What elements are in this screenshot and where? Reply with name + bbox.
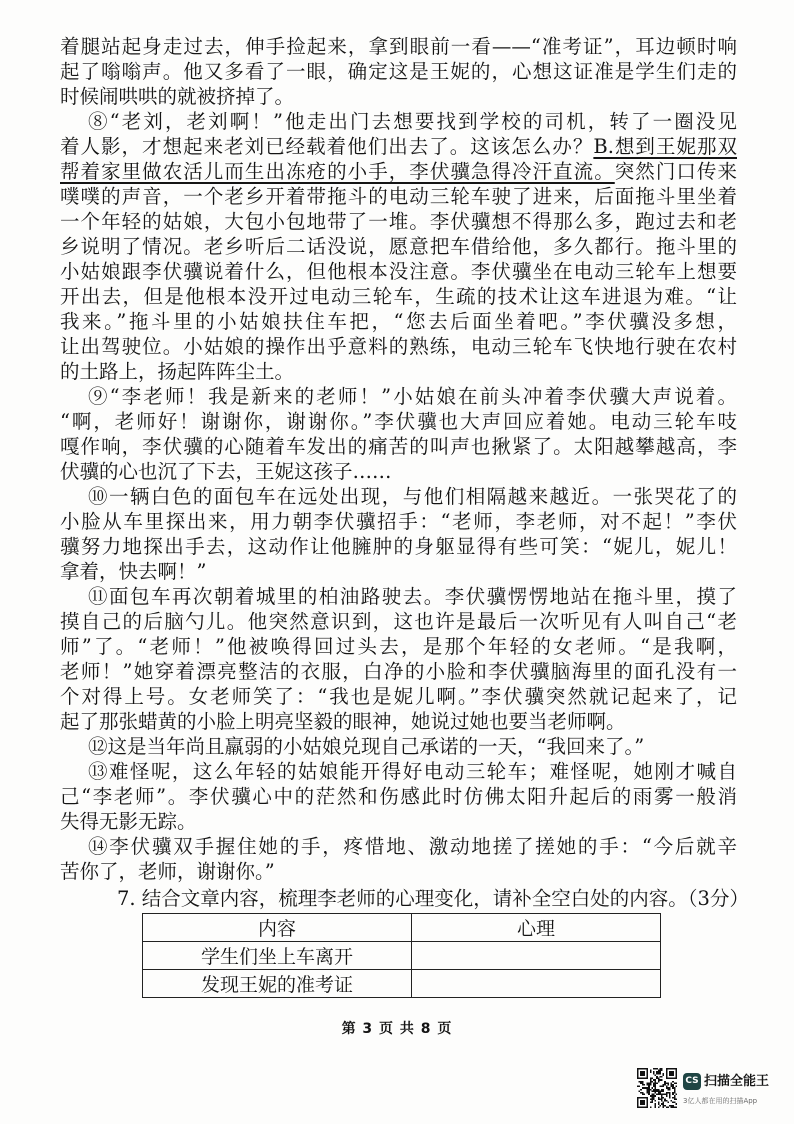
- passage-line: 起了那张蜡黄的小脸上明亮坚毅的眼神，她说过她也要当老师啊。: [60, 710, 626, 733]
- qr-module: [658, 1097, 660, 1099]
- paragraph-8-start: ⑧“老刘，老刘啊！”他走出门去想要找到学校的司机，转了一圈没见: [88, 110, 737, 133]
- qr-module: [655, 1095, 657, 1097]
- qr-module: [672, 1084, 674, 1086]
- qr-module: [663, 1105, 665, 1107]
- qr-module: [656, 1071, 658, 1073]
- underlined-sentence-b: B.想到王妮那双: [593, 135, 737, 158]
- qr-module: [672, 1102, 674, 1104]
- passage-line: 噗噗的声音，一个老乡开着带拖斗的电动三轮车驶了进来，后面拖斗里坐着: [60, 185, 737, 208]
- qr-module: [658, 1106, 660, 1108]
- qr-module: [661, 1079, 663, 1081]
- passage-line: 伏骥的心也沉了下去，王妮这孩子……: [60, 460, 392, 483]
- qr-module: [648, 1092, 650, 1094]
- qr-module: [648, 1090, 650, 1092]
- passage-line: 一个年轻的姑娘，大包小包地带了一堆。李伏骥想不得那么多，跑过去和老: [60, 210, 737, 233]
- qr-module: [671, 1084, 673, 1086]
- qr-module: [663, 1090, 665, 1092]
- qr-module: [653, 1079, 655, 1081]
- qr-module: [658, 1073, 660, 1075]
- qr-module: [664, 1084, 666, 1086]
- qr-module: [650, 1079, 652, 1081]
- qr-module: [663, 1097, 665, 1099]
- scanner-app-name: 扫描全能王: [704, 1074, 770, 1089]
- blank-answer-cell: [412, 970, 661, 998]
- underlined-sentence-b: 帮着家里做农活儿而生出冻疮的小手，李伏骥急得冷汗直流。: [60, 160, 615, 183]
- qr-module: [643, 1087, 645, 1089]
- qr-module: [669, 1087, 671, 1089]
- qr-module: [642, 1094, 644, 1096]
- camscanner-logo-icon: CS: [683, 1073, 701, 1090]
- qr-module: [650, 1084, 652, 1086]
- paragraph-12: ⑫这是当年尚且羸弱的小姑娘兑现自己承诺的一天，“我回来了。”: [88, 735, 645, 758]
- qr-module: [669, 1092, 671, 1094]
- passage-line: 小姑娘跟李伏骥说着什么，但他根本没注意。李伏骥坐在电动三轮车上想要: [60, 260, 737, 283]
- qr-module: [639, 1081, 641, 1083]
- qr-module: [650, 1106, 652, 1108]
- qr-module: [642, 1092, 644, 1094]
- qr-module: [663, 1086, 665, 1088]
- qr-module: [655, 1084, 657, 1086]
- passage-line: 摸自己的后脑勺儿。他突然意识到，这也许是最后一次听见有人叫自己“老: [60, 610, 737, 633]
- qr-module: [658, 1090, 660, 1092]
- qr-module: [667, 1089, 669, 1091]
- qr-module: [664, 1081, 666, 1083]
- qr-module: [640, 1081, 642, 1083]
- qr-module: [661, 1098, 663, 1100]
- qr-module: [659, 1079, 661, 1081]
- qr-module: [656, 1082, 658, 1084]
- qr-module: [656, 1078, 658, 1080]
- qr-module: [650, 1102, 652, 1104]
- qr-module: [666, 1082, 668, 1084]
- passage-line: 失得无影无踪。: [60, 810, 197, 833]
- qr-module: [653, 1086, 655, 1088]
- qr-module: [650, 1070, 652, 1072]
- qr-module: [653, 1068, 655, 1070]
- qr-module: [666, 1106, 668, 1108]
- qr-module: [650, 1081, 652, 1083]
- table-row: [143, 942, 661, 970]
- qr-module: [661, 1097, 663, 1099]
- qr-module: [674, 1098, 676, 1100]
- qr-module: [655, 1086, 657, 1088]
- qr-module: [651, 1097, 653, 1099]
- qr-module: [659, 1070, 661, 1072]
- qr-module: [655, 1079, 657, 1081]
- qr-module: [653, 1084, 655, 1086]
- qr-module: [653, 1098, 655, 1100]
- qr-module: [663, 1089, 665, 1091]
- passage-line: 乡说明了情况。老乡听后二话没说，愿意把车借给他，多久都行。拖斗里的: [60, 235, 737, 258]
- qr-code: [637, 1068, 677, 1108]
- qr-module: [651, 1098, 653, 1100]
- qr-module: [664, 1105, 666, 1107]
- qr-module: [647, 1084, 649, 1086]
- qr-module: [655, 1074, 657, 1076]
- qr-module: [672, 1087, 674, 1089]
- qr-module: [666, 1095, 668, 1097]
- header-content: 内容: [143, 914, 412, 942]
- qr-module: [664, 1098, 666, 1100]
- paragraph-13-start: ⑬难怪呢，这么年轻的姑娘能开得好电动三轮车；难怪呢，她刚才喊自: [88, 760, 737, 783]
- qr-module: [669, 1105, 671, 1107]
- row-content: 发现王妮的准考证: [143, 970, 412, 998]
- qr-module: [672, 1092, 674, 1094]
- qr-module: [675, 1082, 677, 1084]
- qr-module: [647, 1089, 649, 1091]
- qr-module: [655, 1092, 657, 1094]
- passage-line: 让出驾驶位。小姑娘的操作出乎意料的熟练，电动三轮车飞快地行驶在农村: [60, 335, 737, 358]
- qr-module: [658, 1089, 660, 1091]
- answer-table: [142, 913, 661, 998]
- qr-module: [674, 1106, 676, 1108]
- qr-module: [651, 1095, 653, 1097]
- qr-module: [637, 1086, 639, 1088]
- qr-module: [675, 1086, 677, 1088]
- passage-line: 己“李老师”。李伏骥心中的茫然和伤感此时仿佛太阳升起后的雨雾一般消: [60, 785, 737, 808]
- passage-line: 时候闹哄哄的就被挤掉了。: [60, 85, 295, 108]
- passage-line: “啊，老师好！谢谢你，谢谢你。”李伏骥也大声回应着她。电动三轮车吱: [60, 410, 737, 433]
- paragraph-9-start: ⑨“李老师！我是新来的老师！”小姑娘在前头冲着李伏骥大声说着。: [88, 385, 737, 408]
- qr-module: [651, 1078, 653, 1080]
- qr-module: [656, 1073, 658, 1075]
- qr-module: [647, 1082, 649, 1084]
- qr-module: [664, 1082, 666, 1084]
- qr-module: [658, 1071, 660, 1073]
- qr-module: [655, 1105, 657, 1107]
- passage-line: [60, 159, 737, 184]
- passage-line: 开出去，但是他根本没开过电动三轮车，生疏的技术让这车进退为难。“让: [60, 285, 737, 308]
- qr-module: [658, 1081, 660, 1083]
- qr-module: [663, 1102, 665, 1104]
- qr-module: [659, 1076, 661, 1078]
- qr-module: [672, 1097, 674, 1099]
- qr-module: [650, 1082, 652, 1084]
- qr-module: [658, 1098, 660, 1100]
- qr-module: [658, 1078, 660, 1080]
- qr-finder-top-right: [666, 1068, 677, 1079]
- qr-module: [653, 1071, 655, 1073]
- qr-module: [659, 1071, 661, 1073]
- qr-module: [648, 1094, 650, 1096]
- qr-module: [664, 1100, 666, 1102]
- qr-module: [667, 1106, 669, 1108]
- qr-module: [658, 1070, 660, 1072]
- qr-module: [661, 1090, 663, 1092]
- qr-module: [671, 1100, 673, 1102]
- passage-line: 苦你了，老师，谢谢你。”: [60, 860, 275, 883]
- qr-module: [651, 1100, 653, 1102]
- qr-module: [650, 1095, 652, 1097]
- qr-module: [653, 1082, 655, 1084]
- qr-module: [667, 1082, 669, 1084]
- qr-module: [647, 1087, 649, 1089]
- qr-module: [671, 1106, 673, 1108]
- qr-module: [656, 1090, 658, 1092]
- passage-line: 老师！”她穿着漂亮整洁的衣服，白净的小脸和李伏骥脑海里的面孔没有一: [60, 660, 737, 683]
- passage-line: 师”了。“老师！”他被唤得回过头去，是那个年轻的女老师。“是我啊，: [60, 635, 737, 658]
- qr-module: [663, 1084, 665, 1086]
- qr-module: [655, 1068, 657, 1070]
- passage-line: 个对得上号。女老师笑了：“我也是妮儿啊。”李伏骥突然就记起来了，记: [60, 685, 737, 708]
- qr-module: [650, 1098, 652, 1100]
- qr-module: [651, 1094, 653, 1096]
- qr-module: [648, 1089, 650, 1091]
- qr-module: [659, 1086, 661, 1088]
- qr-module: [655, 1089, 657, 1091]
- qr-module: [666, 1087, 668, 1089]
- qr-module: [663, 1103, 665, 1105]
- question-7: 7. 结合文章内容，梳理李老师的心理变化，请补全空白处的内容。（3分）: [117, 887, 749, 910]
- passage-line: 小脸从车里探出来，用力朝李伏骥招手：“老师，李老师，对不起！”李伏: [60, 510, 737, 533]
- qr-module: [658, 1102, 660, 1104]
- qr-module: [653, 1089, 655, 1091]
- qr-module: [661, 1095, 663, 1097]
- qr-module: [658, 1079, 660, 1081]
- qr-module: [666, 1092, 668, 1094]
- qr-module: [643, 1094, 645, 1096]
- qr-module: [643, 1084, 645, 1086]
- qr-module: [672, 1094, 674, 1096]
- qr-module: [672, 1105, 674, 1107]
- qr-module: [661, 1100, 663, 1102]
- qr-module: [663, 1106, 665, 1108]
- qr-module: [675, 1103, 677, 1105]
- qr-module: [672, 1106, 674, 1108]
- qr-module: [674, 1082, 676, 1084]
- qr-module: [674, 1092, 676, 1094]
- qr-module: [655, 1082, 657, 1084]
- qr-module: [669, 1089, 671, 1091]
- qr-module: [661, 1089, 663, 1091]
- passage-line: 着腿站起身走过去，伸手捡起来，拿到眼前一看——“准考证”，耳边顿时响: [60, 35, 737, 58]
- qr-finder-bottom-left: [637, 1097, 648, 1108]
- paragraph-11-start: ⑪面包车再次朝着城里的柏油路驶去。李伏骥愣愣地站在拖斗里，摸了: [88, 585, 737, 608]
- qr-module: [666, 1100, 668, 1102]
- qr-module: [647, 1090, 649, 1092]
- qr-module: [661, 1086, 663, 1088]
- qr-module: [645, 1087, 647, 1089]
- qr-module: [642, 1084, 644, 1086]
- passage-line: 拿着，快去啊！”: [60, 560, 207, 583]
- qr-module: [655, 1103, 657, 1105]
- qr-module: [655, 1100, 657, 1102]
- qr-module: [650, 1089, 652, 1091]
- qr-module: [674, 1089, 676, 1091]
- qr-module: [659, 1098, 661, 1100]
- qr-module: [651, 1090, 653, 1092]
- passage-line: 骥努力地探出手去，这动作让他臃肿的身躯显得有些可笑：“妮儿，妮儿！: [60, 535, 737, 558]
- header-feeling: 心理: [412, 914, 661, 942]
- qr-module: [640, 1089, 642, 1091]
- qr-module: [659, 1092, 661, 1094]
- qr-module: [653, 1095, 655, 1097]
- qr-module: [653, 1073, 655, 1075]
- qr-module: [656, 1076, 658, 1078]
- passage-text: 突然门口传来: [614, 160, 737, 183]
- qr-module: [663, 1094, 665, 1096]
- qr-module: [664, 1094, 666, 1096]
- qr-module: [656, 1089, 658, 1091]
- qr-module: [674, 1090, 676, 1092]
- page-number: 第 3 页 共 8 页: [341, 1021, 453, 1037]
- qr-module: [658, 1092, 660, 1094]
- table-row: [143, 970, 661, 998]
- qr-module: [675, 1094, 677, 1096]
- qr-module: [655, 1106, 657, 1108]
- qr-module: [650, 1078, 652, 1080]
- qr-module: [650, 1071, 652, 1073]
- qr-module: [674, 1097, 676, 1099]
- qr-module: [659, 1073, 661, 1075]
- passage-line: 我来。”拖斗里的小姑娘扶住车把，“您去后面坐着吧。”李伏骥没多想，: [60, 310, 737, 333]
- qr-module: [675, 1106, 677, 1108]
- qr-module: [659, 1090, 661, 1092]
- qr-module: [674, 1102, 676, 1104]
- qr-module: [669, 1097, 671, 1099]
- qr-module: [642, 1082, 644, 1084]
- qr-module: [667, 1092, 669, 1094]
- qr-module: [651, 1102, 653, 1104]
- passage-line: 嘎作响，李伏骥的心随着车发出的痛苦的叫声也揪紧了。太阳越攀越高，李: [60, 435, 737, 458]
- qr-module: [669, 1095, 671, 1097]
- qr-module: [659, 1105, 661, 1107]
- qr-finder-top-left: [637, 1068, 648, 1079]
- qr-module: [648, 1086, 650, 1088]
- qr-module: [661, 1094, 663, 1096]
- qr-module: [674, 1087, 676, 1089]
- qr-module: [640, 1092, 642, 1094]
- qr-module: [653, 1090, 655, 1092]
- passage-line: [60, 134, 737, 159]
- qr-module: [651, 1087, 653, 1089]
- qr-module: [674, 1095, 676, 1097]
- qr-module: [671, 1082, 673, 1084]
- qr-module: [647, 1092, 649, 1094]
- blank-answer-cell: [412, 942, 661, 970]
- qr-module: [667, 1102, 669, 1104]
- qr-module: [671, 1105, 673, 1107]
- paragraph-10-start: ⑩一辆白色的面包车在远处出现，与他们相隔越来越近。一张哭花了的: [88, 485, 737, 508]
- qr-module: [672, 1081, 674, 1083]
- qr-module: [653, 1097, 655, 1099]
- passage-text: 着人影，才想起来老刘已经载着他们出去了。这该怎么办？: [60, 135, 594, 158]
- qr-module: [648, 1084, 650, 1086]
- row-content: 学生们坐上车离开: [143, 942, 412, 970]
- qr-module: [661, 1076, 663, 1078]
- qr-module: [663, 1073, 665, 1075]
- qr-module: [669, 1094, 671, 1096]
- qr-module: [658, 1094, 660, 1096]
- qr-module: [675, 1098, 677, 1100]
- qr-module: [671, 1086, 673, 1088]
- qr-module: [666, 1094, 668, 1096]
- qr-module: [648, 1087, 650, 1089]
- qr-module: [667, 1084, 669, 1086]
- qr-module: [639, 1086, 641, 1088]
- qr-module: [672, 1086, 674, 1088]
- qr-module: [661, 1070, 663, 1072]
- qr-module: [640, 1082, 642, 1084]
- qr-module: [642, 1087, 644, 1089]
- qr-module: [659, 1094, 661, 1096]
- qr-module: [661, 1068, 663, 1070]
- qr-module: [639, 1090, 641, 1092]
- qr-module: [661, 1103, 663, 1105]
- qr-module: [655, 1087, 657, 1089]
- qr-module: [656, 1094, 658, 1096]
- passage-line: 的土路上，扬起阵阵尘土。: [60, 360, 295, 383]
- qr-module: [653, 1094, 655, 1096]
- qr-module: [642, 1081, 644, 1083]
- qr-module: [658, 1103, 660, 1105]
- qr-module: [659, 1068, 661, 1070]
- qr-module: [656, 1068, 658, 1070]
- qr-module: [655, 1090, 657, 1092]
- qr-module: [666, 1086, 668, 1088]
- qr-module: [648, 1082, 650, 1084]
- scanner-tagline: 3亿人都在用的扫描App: [683, 1097, 758, 1105]
- qr-module: [663, 1074, 665, 1076]
- qr-module: [667, 1087, 669, 1089]
- qr-module: [655, 1081, 657, 1083]
- qr-module: [651, 1081, 653, 1083]
- paragraph-14-start: ⑭李伏骥双手握住她的手，疼惜地、激动地搓了搓她的手：“今后就辛: [88, 835, 737, 858]
- passage-line: 起了嗡嗡声。他又多看了一眼，确定这是王妮的，心想这证准是学生们走的: [60, 60, 737, 83]
- table-header-row: [143, 914, 661, 942]
